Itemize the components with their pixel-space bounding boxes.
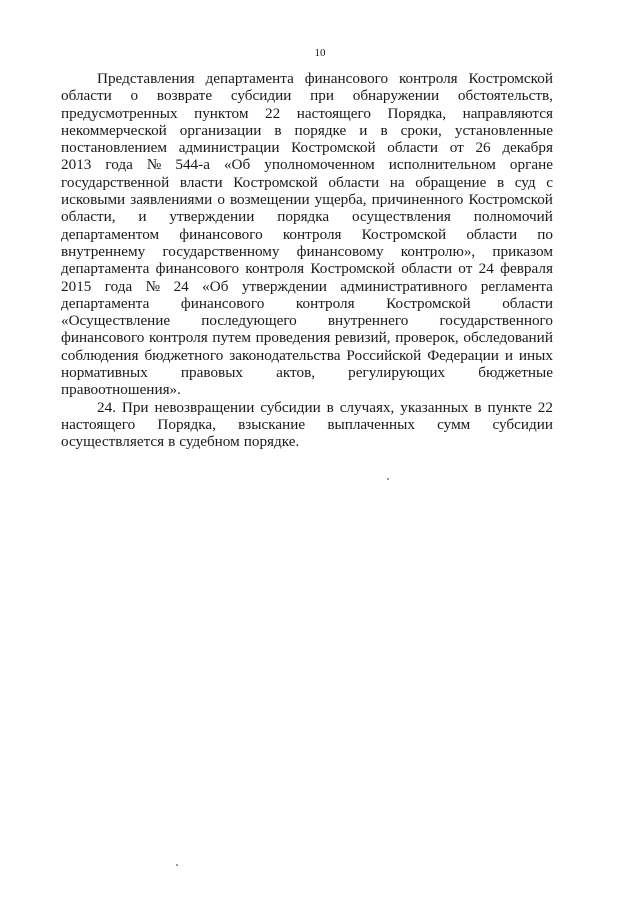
word: правоотношения». [61, 381, 181, 399]
word: Порядка, [387, 104, 447, 122]
word: последующего [201, 312, 297, 330]
text-line [61, 87, 553, 104]
word: указанных [400, 398, 469, 416]
scan-speck [387, 478, 389, 480]
word: № [145, 277, 161, 295]
word: пункте [487, 398, 532, 416]
text-line [61, 156, 553, 173]
word: контроля [295, 294, 355, 312]
word: Костромской [310, 260, 395, 278]
word: постановлением [61, 139, 168, 157]
word: субсидии [230, 87, 292, 105]
word: в [274, 121, 282, 139]
word: приказом [492, 242, 553, 260]
word: субсидии [260, 398, 321, 416]
word: 2013 [61, 156, 92, 174]
word: 2015 [61, 277, 92, 295]
text-line [61, 399, 553, 416]
word: соблюдения [61, 346, 139, 364]
word: исковыми [61, 191, 126, 209]
word: невозвращении [154, 398, 255, 416]
word: «Об [202, 277, 229, 295]
text-line [61, 139, 553, 156]
word: обстоятельств, [457, 87, 553, 105]
scan-speck [176, 864, 178, 866]
word: регламента [480, 277, 553, 295]
word: Федерации [427, 346, 499, 364]
text-line [61, 347, 553, 364]
text-line [61, 191, 553, 208]
text-line [61, 226, 553, 243]
word: заявлениями [130, 191, 213, 209]
word: 24 [173, 277, 189, 295]
word: 26 [475, 139, 491, 157]
word: бюджетного [144, 346, 224, 364]
text-line [61, 295, 553, 312]
text-line [61, 260, 553, 277]
word: области [502, 294, 553, 312]
word: Костромской [361, 225, 447, 243]
text-line [61, 416, 553, 433]
word: финансового [180, 294, 265, 312]
word: некоммерческой [61, 121, 167, 139]
word: о [217, 191, 225, 209]
word: настоящего [61, 415, 136, 433]
word: Российской [346, 346, 422, 364]
word: области [387, 139, 439, 157]
word: контроля [398, 70, 458, 87]
word: о [130, 87, 139, 105]
word: Костромской [468, 70, 553, 87]
word: государственной [61, 173, 170, 191]
word: «Осуществление [61, 312, 171, 330]
word: области [328, 173, 380, 191]
word: февраля [500, 260, 553, 278]
word: контролю», [400, 242, 476, 260]
word: 22 [265, 104, 281, 122]
text-line [61, 329, 553, 346]
word: области, [61, 208, 116, 226]
word: в [326, 398, 334, 416]
word: на [389, 173, 405, 191]
word: от [449, 139, 464, 157]
word: власти [179, 173, 223, 191]
word: выплаченных [327, 415, 415, 433]
word: организации [179, 121, 262, 139]
word: в [496, 173, 505, 191]
word: контроля [245, 260, 305, 278]
word: Костромской [233, 173, 318, 191]
word: и [359, 121, 368, 139]
word: года [105, 156, 133, 174]
word: Порядка, [157, 415, 216, 433]
word: сумм [437, 415, 471, 433]
word: при [310, 87, 334, 105]
word: внутреннего [327, 312, 409, 330]
word: финансового [179, 225, 263, 243]
word: обнаружении [352, 87, 440, 105]
word: от [458, 260, 473, 278]
word: Представления [97, 70, 195, 87]
word: утверждении [241, 277, 327, 295]
word: настоящего [296, 104, 371, 122]
word: департамента [61, 294, 150, 312]
word: суд [514, 173, 536, 191]
word: декабря [502, 139, 553, 157]
paragraph [61, 399, 553, 451]
word: в [474, 398, 482, 416]
word: регулирующих [348, 364, 446, 382]
word: пунктом [194, 104, 249, 122]
word: финансового [304, 70, 389, 87]
word: ущерба, [314, 191, 367, 209]
word: и [504, 346, 513, 364]
word: финансового [61, 329, 145, 347]
text-line [61, 174, 553, 191]
word: Костромской [386, 294, 471, 312]
word: субсидии [492, 415, 553, 433]
word: органе [509, 156, 553, 174]
word: возмещении [229, 191, 310, 209]
paragraph [61, 70, 553, 399]
word: взыскание [238, 415, 306, 433]
word: области [401, 260, 452, 278]
word: 24. [97, 398, 116, 416]
word: актов, [276, 364, 316, 382]
word: случаях, [339, 398, 395, 416]
word: финансового [155, 260, 240, 278]
word: внутреннему [61, 242, 146, 260]
page-number: 10 [314, 47, 326, 59]
word: осуществления [352, 208, 451, 226]
word: причиненного [371, 191, 464, 209]
word: бюджетные [478, 364, 553, 382]
word: области [466, 225, 518, 243]
word: сроки, [400, 121, 442, 139]
text-line [61, 208, 553, 225]
word: в [168, 433, 176, 451]
word: законодательства [229, 346, 341, 364]
word: иных [518, 346, 553, 364]
word: контроля [282, 225, 342, 243]
word: возврате [156, 87, 213, 105]
word: в [380, 121, 388, 139]
word: «Об [223, 156, 251, 174]
word: 22 [537, 398, 553, 416]
word: порядке [294, 121, 347, 139]
text-line [61, 433, 553, 450]
word: порядка [277, 208, 330, 226]
word: государственного [439, 312, 553, 330]
text-line [61, 105, 553, 122]
word: и [138, 208, 147, 226]
word: контроля [149, 329, 208, 347]
word: уполномоченном [264, 156, 375, 174]
word: по [537, 225, 553, 243]
word: департаментом [61, 225, 160, 243]
word: 544-а [175, 156, 210, 174]
word: установленные [454, 121, 553, 139]
word: Костромской [468, 191, 553, 209]
word: правовых [180, 364, 244, 382]
word: исполнительном [388, 156, 496, 174]
word: проверок, [395, 329, 459, 347]
word: ревизий, [334, 329, 391, 347]
word: государственному [162, 242, 280, 260]
word: порядке. [243, 433, 300, 451]
word: осуществляется [61, 433, 165, 451]
word: 24 [478, 260, 494, 278]
word: года [104, 277, 133, 295]
word: нормативных [61, 364, 148, 382]
word: администрации [178, 139, 280, 157]
text-line [61, 364, 553, 381]
word: При [121, 398, 149, 416]
word: департамента [205, 70, 294, 87]
word: судебном [179, 433, 240, 451]
text-line [61, 312, 553, 329]
text-line [61, 243, 553, 260]
word: финансовому [296, 242, 384, 260]
word: предусмотренных [61, 104, 178, 122]
word: административного [340, 277, 468, 295]
word: проведения [255, 329, 331, 347]
word: путем [212, 329, 252, 347]
word: обращение [415, 173, 487, 191]
text-line [61, 278, 553, 295]
text-line [61, 381, 553, 398]
word: области [61, 87, 112, 105]
word: Костромской [291, 139, 376, 157]
word: обследований [463, 329, 553, 347]
word: № [146, 156, 162, 174]
word: полномочий [473, 208, 553, 226]
word: с [546, 173, 553, 191]
word: департамента [61, 260, 150, 278]
document-body [61, 70, 553, 451]
text-line [61, 122, 553, 139]
word: направляются [462, 104, 553, 122]
text-line [61, 70, 553, 87]
word: утверждении [169, 208, 255, 226]
